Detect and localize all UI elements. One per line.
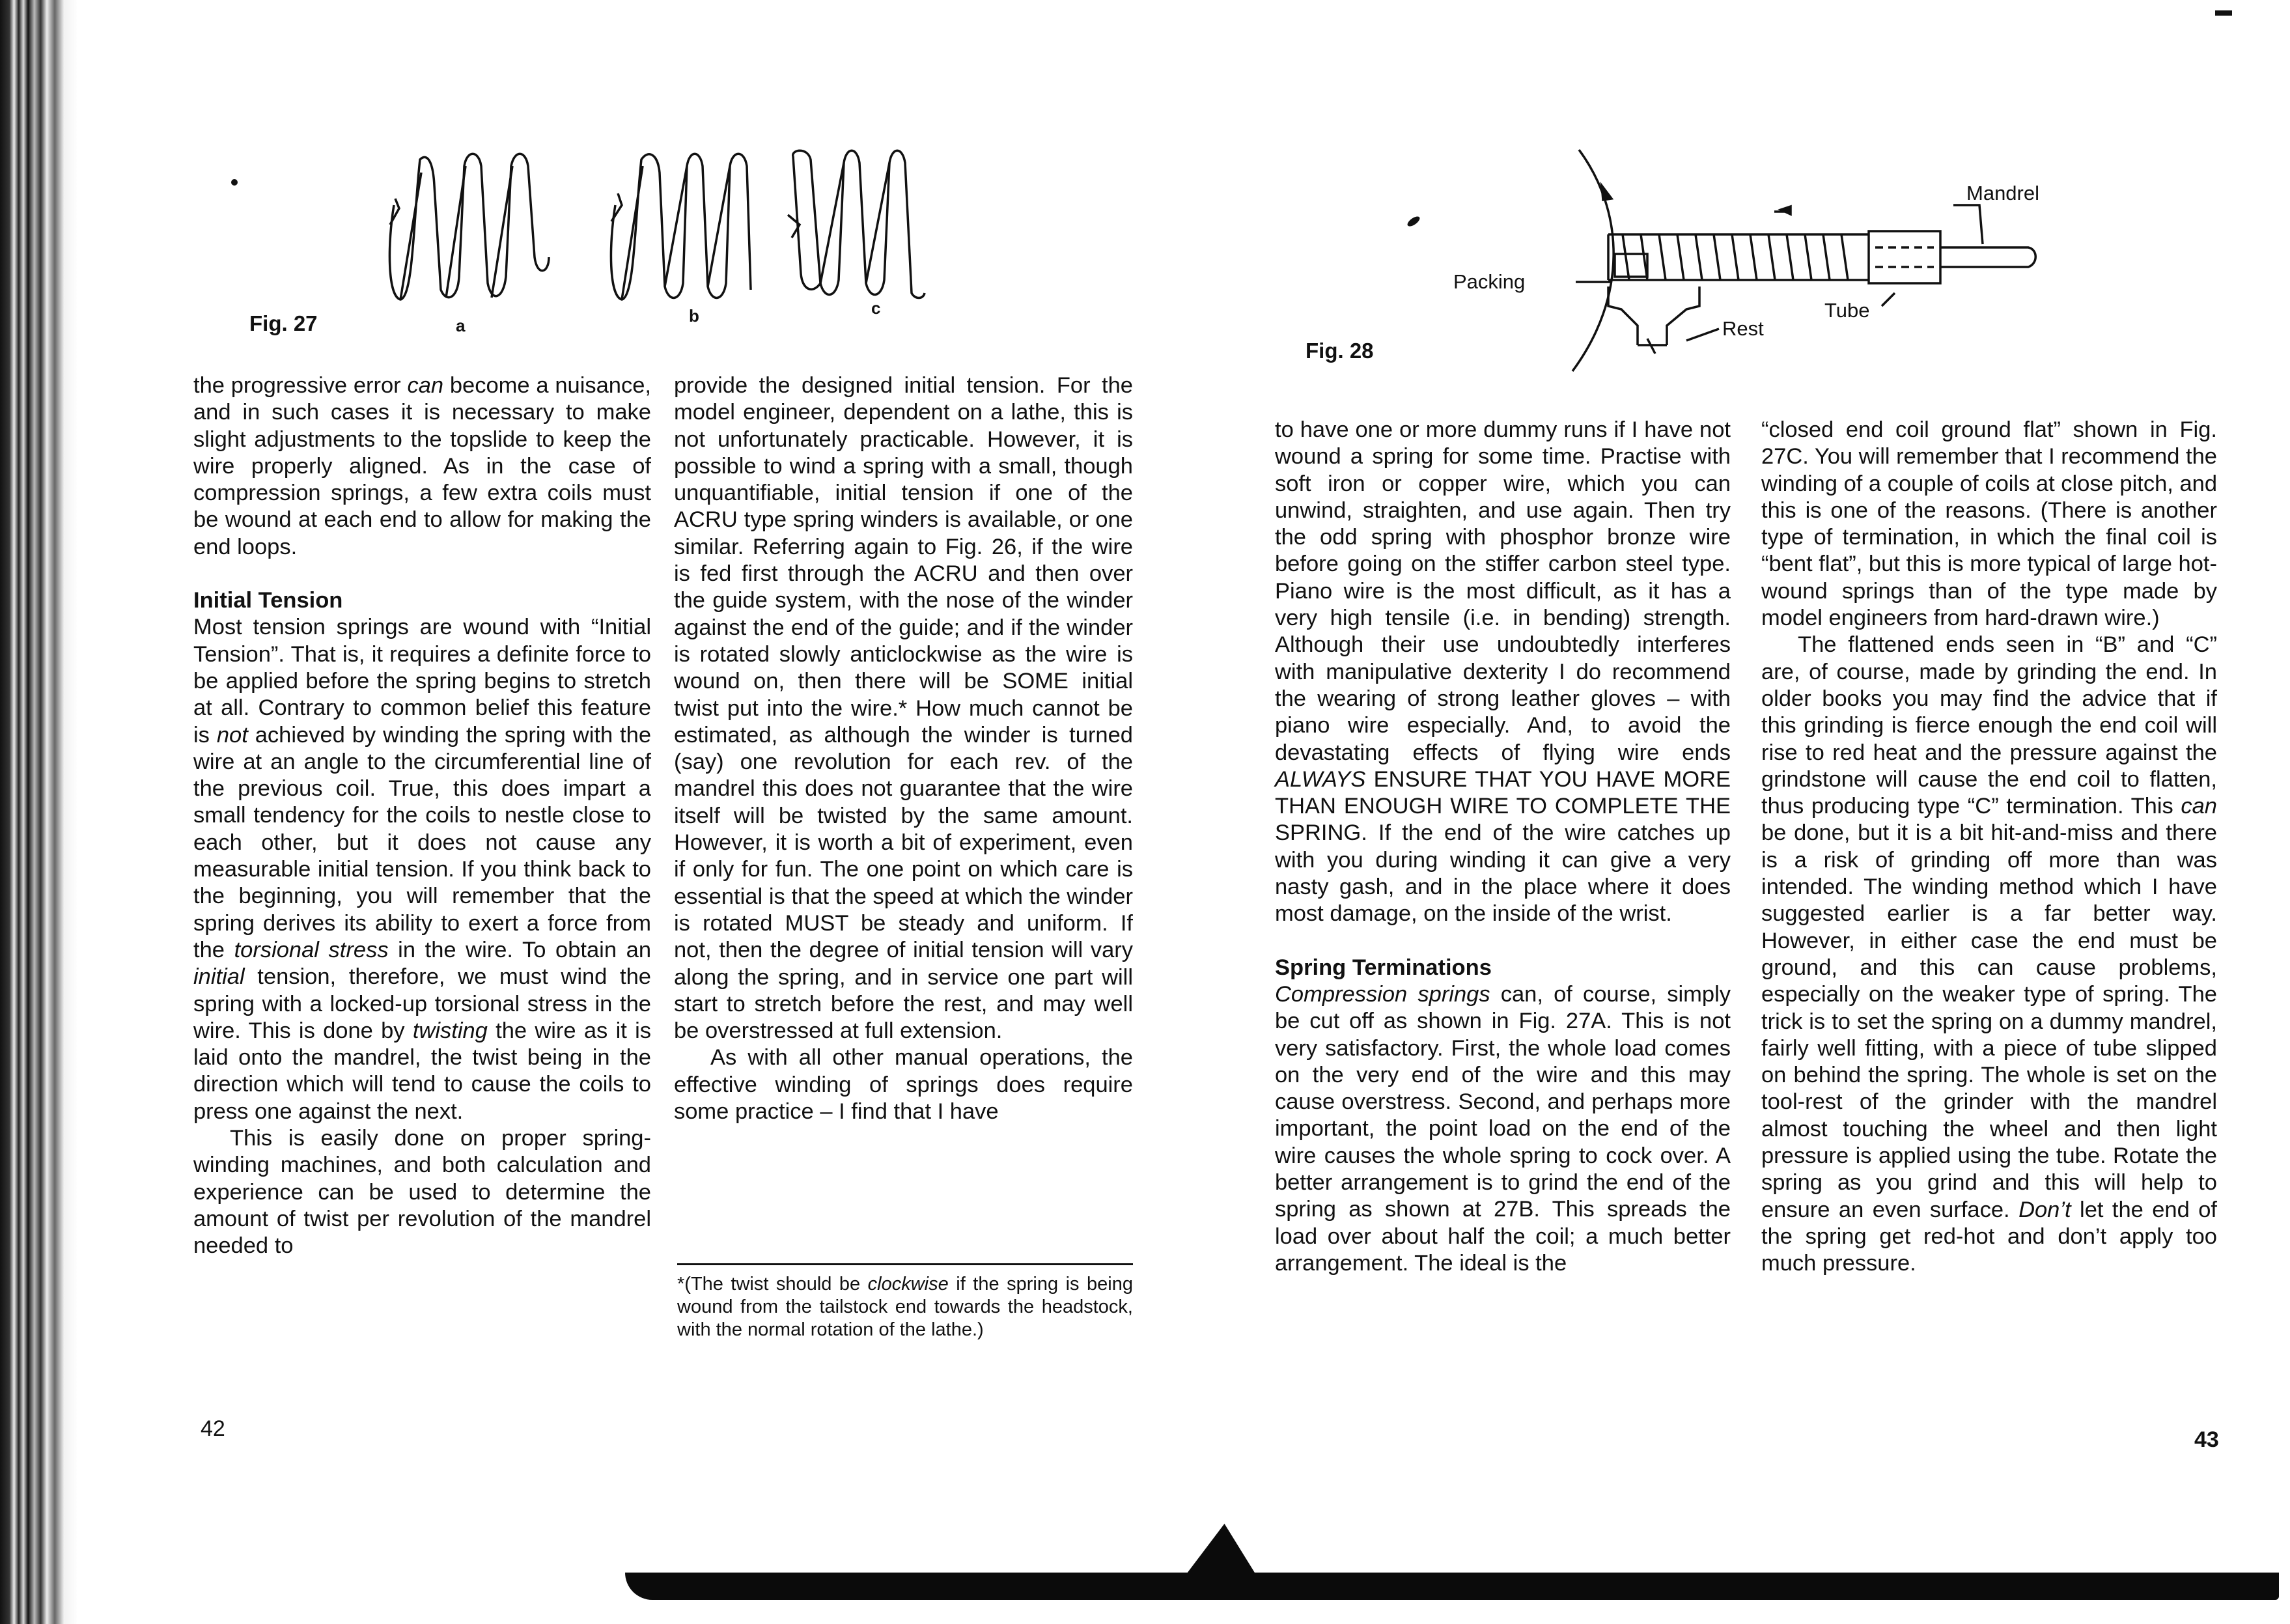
fig28-label-packing: Packing [1453,270,1526,293]
col1-paragraph-3: This is easily done on proper spring-winding machines, and both calculation and experience can be used to determine the amount of twist per revolution of the mandrel needed to [193,1126,651,1259]
heading-spring-terminations: Spring Terminations [1275,955,1492,980]
fig28-label-rest: Rest [1722,317,1764,340]
footnote-rule [677,1263,1133,1265]
scan-shadow-peak [1185,1524,1257,1576]
heading-initial-tension: Initial Tension [193,588,343,613]
col3-paragraph-2: Compression springs can, of course, simply be cut off as shown in Fig. 27A. This is not very satisfactory. First, the whole load comes on the very end of the wire and this may cause overstress. Second, and perhaps more important, the point load on the end of the wire causes the whole spring to cock over. A better arrangement is to grind the end of the spring as shown at 27B. This spreads the load over about half the coil; a much better arrangement. The ideal is the [1275,981,1731,1276]
fig27-sublabel-c: c [871,298,881,318]
fig27-spring-b [602,147,759,309]
col2-paragraph-1: provide the designed initial tension. For the model engineer, dependent on a lathe, this is not unfortunately practicable. However, it is possible to wind a spring with a small, though unquantifiable, initial tension if one of the ACRU type spring winders is available, or one similar. Referring again to Fig. 26, if the wire is fed first through the ACRU and then over the guide system, with the nose of the winder against the end of the guide; and if the winder is rotated slowly anticlockwise as the wire is wound on, then there will be SOME initial twist put into the wire.* How much cannot be estimated, as although the winder is turned (say) one revolution for each rev. of the mandrel this does not guarantee that the wire itself will be twisted by the same amount. However, it is worth a bit of experiment, even if only for fun. The one point on which care is essential is that the speed at which the winder is rotated MUST be steady and uniform. If not, then the degree of initial tension will vary along the spring, and in service one part will start to stretch before the rest, and may well be overstressed at full extension. [674,373,1133,1044]
left-page-column-2 [674,372,1133,1125]
fig27-spring-a [381,147,550,309]
fig28-label-mandrel: Mandrel [1966,182,2039,204]
scan-shadow-bottom [625,1573,2279,1600]
right-page-column-4 [1761,417,2217,1278]
col4-paragraph-2: The flattened ends seen in “B” and “C” are, of course, made by grinding the end. In older books you may find the advice that if this grinding is fierce enough the end coil will rise to red heat and the pressure against the grindstone will cause the end coil to flatten, thus producing type “C” termination. This can be done, but it is a bit hit-and-miss and there is a risk of grinding off more than was intended. The winding method which I have suggested earlier is a far better way. However, in either case the end must be ground, and this can cause problems, especially on the weaker type of spring. The trick is to set the spring on a dummy mandrel, fairly well fitting, with a piece of tube slipped on behind the spring. The whole is set on the tool-rest of the grinder with the mandrel almost touching the wheel and then light pressure is applied using the tube. Rotate the spring as you grind and this will help to ensure an even surface. Don’t let the end of the spring get red-hot and don’t apply too much pressure. [1761,632,2217,1276]
fig28-label: Fig. 28 [1306,339,1374,363]
fig27-sublabel-b: b [689,306,699,326]
right-page-column-3 [1275,417,1731,1277]
left-page-column-1 [193,372,651,1260]
stray-dot [231,179,238,186]
book-binding-edge [0,0,78,1624]
col1-paragraph-2: Most tension springs are wound with “Initial Tension”. That is, it requires a definite force to be applied before the spring begins to stretch at all. Contrary to common belief this feature is not achieved by winding the spring with the wire at an angle to the circumferential line of the previous coil. True, this does impart a small tendency for the coils to nestle close to each other, but it does not cause any measurable initial tension. If you think back to the beginning, you will remember that the spring derives its ability to exert a force from the torsional stress in the wire. To obtain an initial tension, therefore, we must wind the spring with a locked-up torsional stress in the wire. This is done by twisting the wire as it is laid onto the mandrel, the twist being in the direction which will tend to cause the coils to press one against the next. [193,615,652,1124]
stray-dash [1406,215,1421,229]
fig28-diagram [1452,147,2038,381]
fig28-label-tube: Tube [1824,299,1870,322]
corner-mark [2215,10,2232,16]
col3-paragraph-1: to have one or more dummy runs if I have not wound a spring for some time. Practise with soft iron or copper wire, which you can unwind, straighten, and use again. Then try the odd spring with phosphor bronze wire before going on the stiffer carbon steel type. Piano wire is the most difficult, as it has a very high tensile (i.e. in bending) strength. Although their use undoubtedly interferes with manipulative dexterity I do recommend the wearing of strong leather gloves – with piano wire especially. And, to avoid the devastating effects of flying wire ends ALWAYS ENSURE THAT YOU HAVE MORE THAN ENOUGH WIRE TO COMPLETE THE SPRING. If the end of the wire catches up with you during winding it can give a very nasty gash, and in the place where it does most damage, on the inside of the wrist. [1275,417,1731,927]
fig27-label: Fig. 27 [249,311,318,335]
col4-paragraph-1: “closed end coil ground flat” shown in Fig. 27C. You will remember that I recommend the winding of a couple of coils at close pitch, and this is one of the reasons. (There is another type of termination, in which the final coil is “bent flat”, but this is more typical of large hot-wound springs than of the type made by model engineers from hard-drawn wire.) [1761,417,2218,631]
fig27-spring-c [781,143,931,306]
footnote: *(The twist should be clockwise if the spring is being wound from the tailstock end towards the headstock, with the normal rotation of the lathe.) [677,1274,1134,1340]
page-number-right: 43 [2194,1427,2219,1452]
page-number-left: 42 [201,1416,225,1441]
col1-paragraph-1: the progressive error can become a nuisance, and in such cases it is necessary to make slight adjustments to the topslide to keep the wire properly aligned. As in the case of compression springs, a few extra coils must be wound at each end to allow for making the end loops. [193,373,651,559]
fig27-sublabel-a: a [456,316,466,335]
col2-paragraph-2: As with all other manual operations, the effective winding of springs does require some practice – I find that I have [674,1045,1133,1125]
